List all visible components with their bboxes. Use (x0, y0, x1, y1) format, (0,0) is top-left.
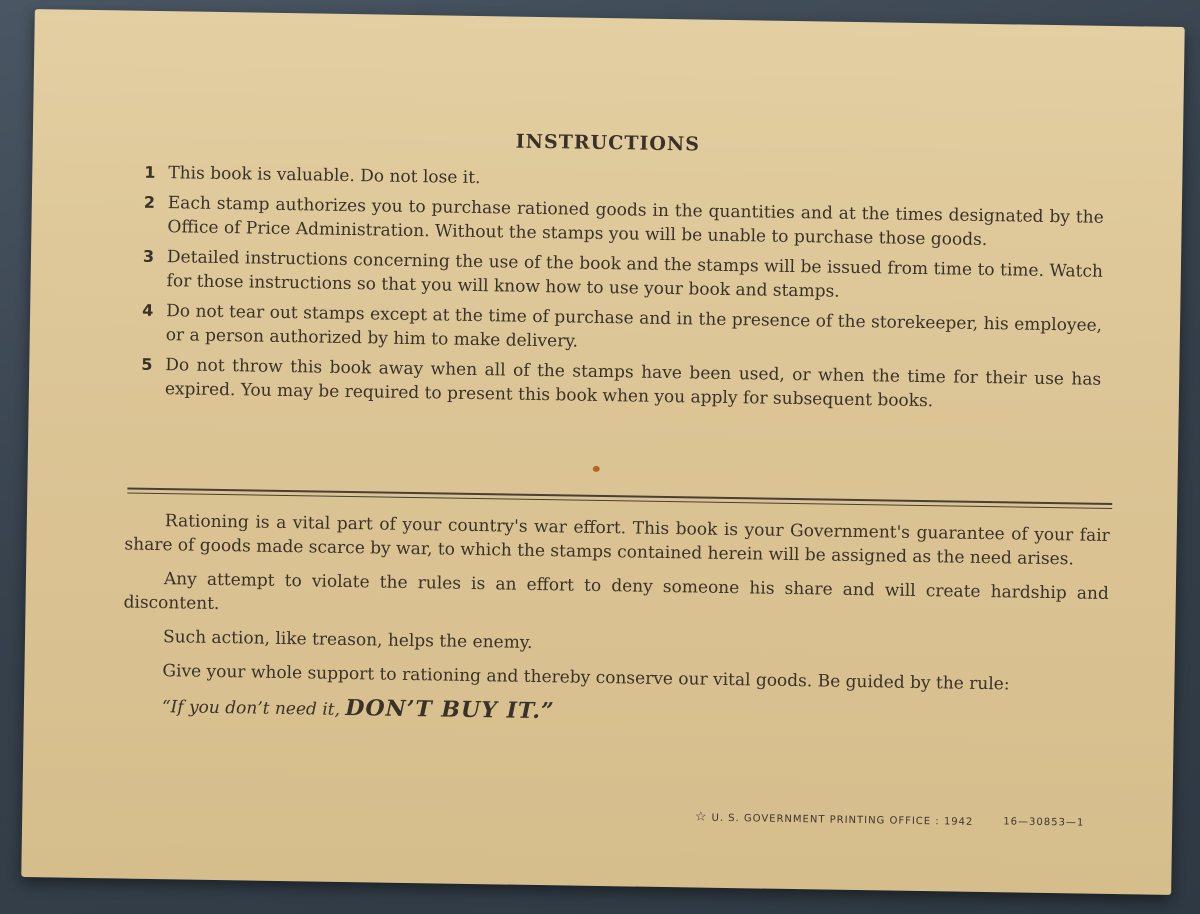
quote-prefix: “If you don’t need it, (161, 697, 346, 720)
printer-footer (695, 809, 1085, 830)
printer-credit (695, 809, 974, 828)
instruction-text: Each stamp authorizes you to purchase rationed goods in the quantities and at the times designated by the Office of Price Administration. Without the stamps you will be unable to purchase those goods. (167, 193, 1104, 251)
instruction-text: This book is valuable. Do not lose it. (168, 163, 481, 189)
instruction-text: Do not throw this book away when all of the stamps have been used, or when the time for their use has expired. You may be required to present this book when you apply for subsequent books. (164, 355, 1102, 412)
ration-book-back-cover (21, 9, 1184, 895)
message-paragraph: Give your whole support to rationing and thereby conserve our vital goods. Be guided by the rule: (162, 661, 1010, 695)
message-paragraph: Such action, like treason, helps the enemy. (162, 627, 533, 653)
instruction-item (141, 353, 1102, 416)
instruction-number: 4 (142, 300, 154, 320)
rationing-message (122, 508, 1110, 733)
form-number: 16—30853—1 (1003, 816, 1085, 829)
instruction-number: 5 (141, 354, 153, 374)
message-paragraph: Rationing is a vital part of your country's war effort. This book is your Government's guarantee of your fair share of goods made scarce by war, to which the stamps contained herein will be assigned as the need arises. (124, 511, 1110, 570)
instruction-item (142, 299, 1103, 362)
message-paragraph: Any attempt to violate the rules is an effort to deny someone his share and will create hardship and discontent. (123, 569, 1109, 614)
printer-text: U. S. GOVERNMENT PRINTING OFFICE : 1942 (711, 812, 974, 828)
instructions-list (141, 161, 1105, 422)
rule-quote (162, 693, 1107, 734)
quote-emphasis: DON’T BUY IT.” (345, 694, 555, 725)
instruction-number: 2 (143, 192, 156, 212)
instructions-title: INSTRUCTIONS (515, 130, 701, 156)
instruction-number: 3 (142, 246, 155, 266)
instruction-text: Do not tear out stamps except at the time of purchase and in the presence of the storekeeper, his employee, or a person authorized by him to make delivery. (165, 301, 1103, 352)
instruction-item (143, 191, 1104, 254)
divider-rule (127, 488, 1112, 505)
instruction-text: Detailed instructions concerning the use of the book and the stamps will be issued from time to time. Watch for those instructions so that you will know how to use your book and stamps. (166, 247, 1104, 302)
ink-spot (593, 466, 600, 472)
instruction-number: 1 (144, 162, 156, 182)
star-icon: ☆ (694, 809, 708, 825)
instruction-item (142, 245, 1103, 308)
